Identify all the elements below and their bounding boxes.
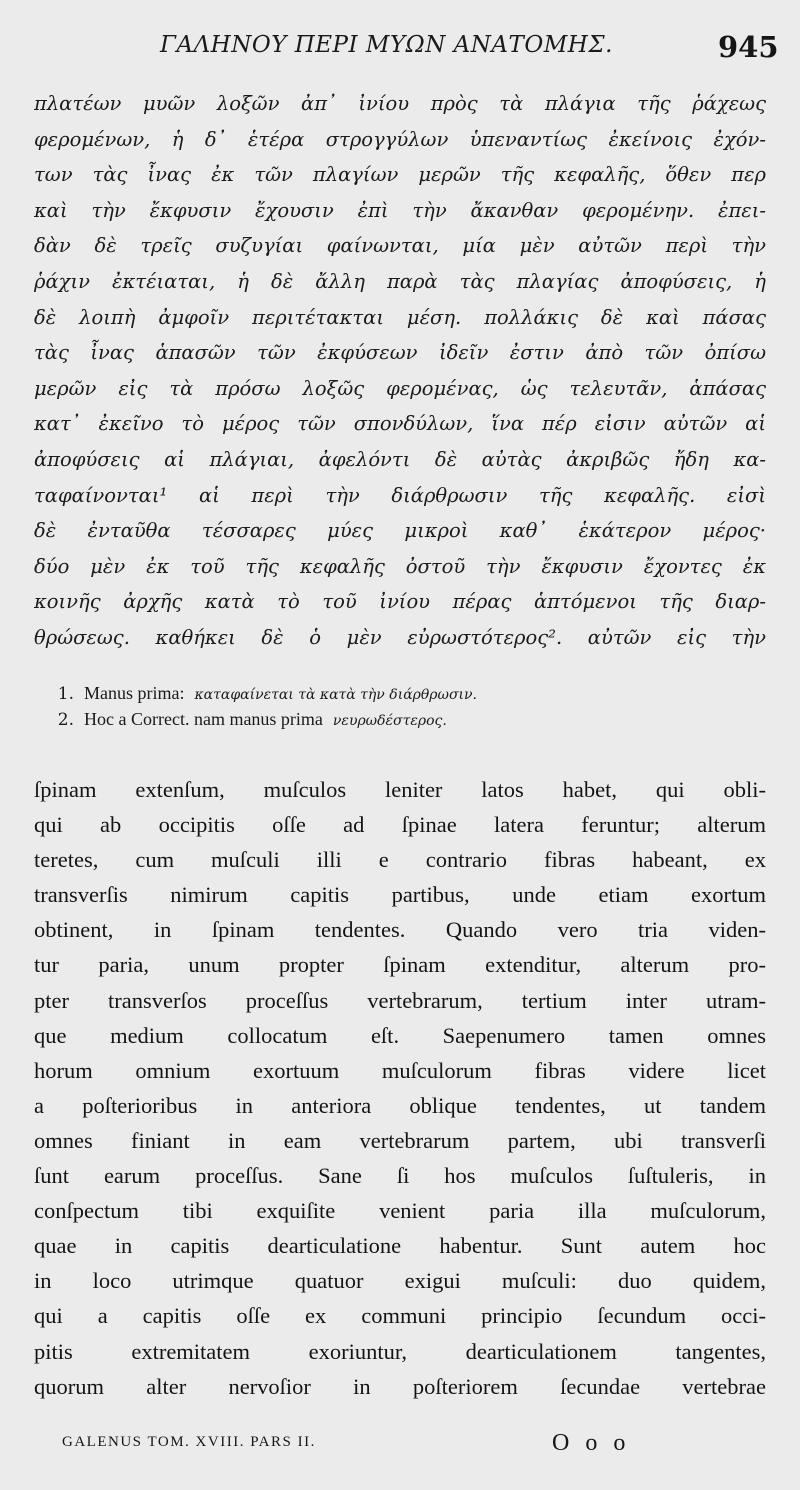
signature-mark: O o o bbox=[552, 1430, 631, 1456]
latin-text-line: a poſterioribus in anteriora oblique tendentes, ut tandem bbox=[34, 1092, 766, 1118]
latin-text-line: obtinent, in ſpinam tendentes. Quando vero tria viden- bbox=[34, 917, 766, 943]
latin-text-line: transverſis nimirum capitis partibus, unde etiam exortum bbox=[34, 882, 766, 908]
latin-text-line: qui ab occipitis oſſe ad ſpinae latera feruntur; alterum bbox=[34, 812, 766, 838]
greek-text-line: ταφαίνονται¹ αἱ περὶ τὴν διάρθρωσιν τῆς κεφαλῆς. εἰσὶ bbox=[34, 483, 766, 507]
greek-text-line: δύο μὲν ἐκ τοῦ τῆς κεφαλῆς ὀστοῦ τὴν ἔκφυσιν ἔχοντες ἐκ bbox=[34, 554, 766, 578]
signature-line: GALENUS TOM. XVIII. PARS II. bbox=[62, 1434, 316, 1450]
greek-text-line: καὶ τὴν ἔκφυσιν ἔχουσιν ἐπὶ τὴν ἄκανθαν φερομένην. ἐπει- bbox=[34, 198, 766, 222]
latin-text-line: teretes, cum muſculi illi e contrario fibras habeant, ex bbox=[34, 847, 766, 873]
latin-text-line: quae in capitis dearticulatione habentur. Sunt autem hoc bbox=[34, 1233, 766, 1259]
latin-text-block bbox=[34, 772, 766, 1404]
greek-text-line: ἀποφύσεις αἱ πλάγιαι, ἀφελόντι δὲ αὐτὰς ἀκριβῶς ἤδη κα- bbox=[34, 447, 766, 471]
greek-text-line: τὰς ἶνας ἁπασῶν τῶν ἐκφύσεων ἰδεῖν ἐστιν ἀπὸ τῶν ὀπίσω bbox=[34, 341, 766, 365]
footnotes bbox=[34, 680, 774, 732]
greek-text-line: πλατέων μυῶν λοξῶν ἀπ᾽ ἰνίου πρὸς τὰ πλάγια τῆς ῥάχεως bbox=[34, 92, 766, 115]
latin-text-line: ſpinam extenſum, muſculos leniter latos habet, qui obli- bbox=[34, 777, 766, 802]
latin-text-line: tur paria, unum propter ſpinam extenditur, alterum pro- bbox=[34, 952, 766, 978]
greek-text-line: ῥάχιν ἐκτέιαται, ἡ δὲ ἄλλη παρὰ τὰς πλαγίας ἀποφύσεις, ἡ bbox=[34, 269, 766, 293]
latin-text-line: in loco utrimque quatuor exigui muſculi: duo quidem, bbox=[34, 1268, 766, 1294]
footnote-number: 2. bbox=[57, 710, 74, 730]
latin-text-line: conſpectum tibi exquiſite venient paria illa muſculorum, bbox=[34, 1198, 766, 1224]
latin-text-line: pitis extremitatem exoriuntur, dearticulationem tangentes, bbox=[34, 1338, 766, 1364]
page-number: 945 bbox=[718, 30, 779, 64]
footnote-greek: καταφαίνεται τὰ κατὰ τὴν διάρθρωσιν. bbox=[194, 687, 477, 703]
greek-text-line: δὰν δὲ τρεῖς συζυγίαι φαίνωνται, μία μὲν αὐτῶν περὶ τὴν bbox=[34, 234, 766, 258]
greek-text-line: μερῶν εἰς τὰ πρόσω λοξῶς φερομένας, ὡς τελευτᾶν, ἁπάσας bbox=[34, 376, 766, 400]
latin-text-line: qui a capitis oſſe ex communi principio ſecundum occi- bbox=[34, 1303, 766, 1329]
greek-text-line: δὲ λοιπὴ ἀμφοῖν περιτέτακται μέση. πολλάκις δὲ καὶ πάσας bbox=[34, 305, 766, 329]
latin-text-line: que medium collocatum eſt. Saepenumero tamen omnes bbox=[34, 1022, 766, 1048]
greek-text-block bbox=[34, 86, 766, 656]
latin-text-line: ſunt earum proceſſus. Sane ſi hos muſculos ſuſtuleris, in bbox=[34, 1163, 766, 1189]
greek-text-line: κοινῆς ἀρχῆς κατὰ τὸ τοῦ ἰνίου πέρας ἁπτόμενοι τῆς διαρ- bbox=[34, 590, 766, 614]
latin-text-line: omnes finiant in eam vertebrarum partem, ubi transverſi bbox=[34, 1127, 766, 1153]
footnote-latin: Hoc a Correct. nam manus prima bbox=[84, 709, 323, 729]
page-footer bbox=[0, 1430, 800, 1466]
running-title: ΓΑΛΗΝΟΥ ΠΕΡΙ ΜΥΩΝ ΑΝΑΤΟΜΗΣ. bbox=[160, 32, 613, 58]
greek-text-line: κατ᾽ ἐκεῖνο τὸ μέρος τῶν σπονδύλων, ἵνα πέρ εἰσιν αὐτῶν αἱ bbox=[34, 412, 766, 436]
latin-text-line: quorum alter nervoſior in poſteriorem ſecundae vertebrae bbox=[34, 1373, 766, 1399]
footnote-greek: νευρωδέστερος. bbox=[332, 713, 447, 729]
footnote-latin: Manus prima: bbox=[84, 683, 185, 703]
latin-text-line: horum omnium exortuum muſculorum fibras videre licet bbox=[34, 1057, 766, 1083]
greek-text-line: φερομένων, ἡ δ᾽ ἑτέρα στρογγύλων ὑπεναντίως ἐκείνοις ἐχόν- bbox=[34, 127, 766, 151]
greek-text-line: των τὰς ἶνας ἐκ τῶν πλαγίων μερῶν τῆς κεφαλῆς, ὅθεν περ bbox=[34, 163, 766, 187]
greek-text-line: δὲ ἐνταῦθα τέσσαρες μύες μικροὶ καθ᾽ ἑκάτερον μέρος· bbox=[34, 519, 766, 543]
footnote-number: 1. bbox=[57, 684, 74, 704]
footnote bbox=[34, 680, 774, 706]
latin-text-line: pter transverſos proceſſus vertebrarum, tertium inter utram- bbox=[34, 987, 766, 1013]
page-header bbox=[0, 28, 800, 68]
footnote bbox=[34, 706, 774, 732]
greek-text-line: θρώσεως. καθήκει δὲ ὁ μὲν εὐρωστότερος². αὐτῶν εἰς τὴν bbox=[34, 625, 766, 649]
